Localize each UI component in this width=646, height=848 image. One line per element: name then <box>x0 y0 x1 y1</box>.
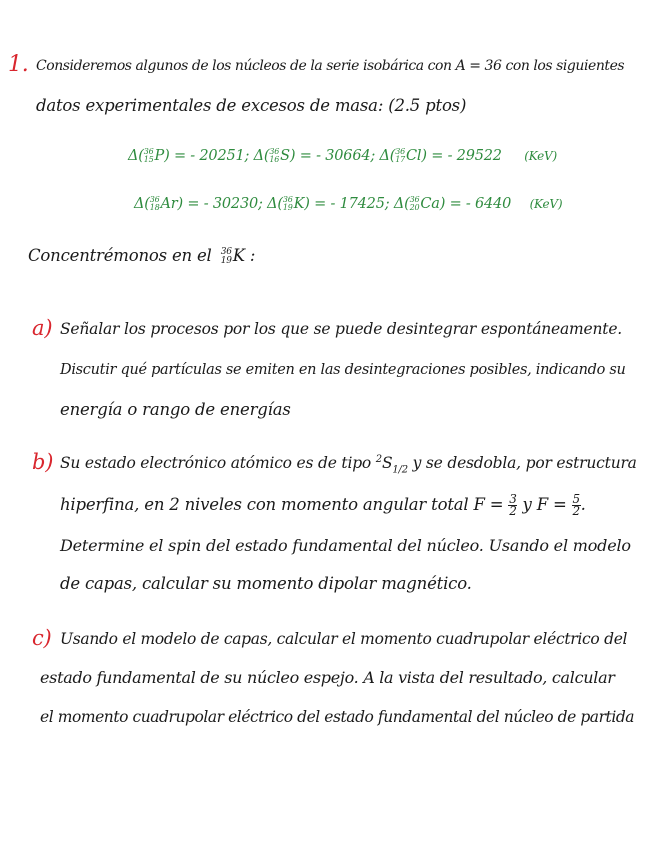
part-a-line-3: energía o rango de energías <box>60 400 291 419</box>
mass-excess-row-2 <box>134 196 562 212</box>
unit-kev-2: (KeV) <box>529 197 563 211</box>
mass-excess-ar: Δ( 36 18 Ar ) = - 30230 ; <box>134 195 263 212</box>
part-a-line-2: Discutir qué partículas se emiten en las desintegraciones posibles, indicando su <box>60 362 626 378</box>
part-b-line-3: Determine el spin del estado fundamental del núcleo. Usando el modelo <box>60 536 631 555</box>
mass-excess-k: Δ( 36 19 K ) = - 17425 ; <box>267 195 390 212</box>
mass-excess-s: Δ( 36 16 S ) = - 30664 ; <box>253 147 376 164</box>
part-b-line-4: de capas, calcular su momento dipolar magnético. <box>60 574 472 593</box>
part-b-letter: b) <box>32 450 54 474</box>
part-c-line-2: estado fundamental de su núcleo espejo. A la vista del resultado, calcular <box>40 668 615 687</box>
part-c-line-1: Usando el modelo de capas, calcular el momento cuadrupolar eléctrico del <box>60 630 628 648</box>
intro-line-1: Consideremos algunos de los núcleos de la serie isobárica con A = 36 con los siguientes <box>36 58 625 74</box>
part-c-letter: c) <box>32 626 52 650</box>
mass-excess-cl: Δ( 36 17 Cl ) = - 29522 <box>379 147 502 164</box>
focus-line: Concentrémonos en el 36 19 K : <box>28 246 256 266</box>
problem-number: 1. <box>8 52 29 77</box>
mass-excess-ca: Δ( 36 20 Ca ) = - 6440 <box>393 195 512 212</box>
fraction-f2: $\frac{5}{2}$ <box>572 492 580 518</box>
part-c-line-3: el momento cuadrupolar eléctrico del estado fundamental del núcleo de partida <box>40 708 635 726</box>
fraction-f1: $\frac{3}{2}$ <box>509 492 517 518</box>
part-a-letter: a) <box>32 316 53 340</box>
part-b-line-2: hiperfina, en 2 niveles con momento angular total F = $\frac{3}{2}$ y F = $\frac{5}{2}$ . <box>60 492 586 518</box>
mass-excess-p: Δ( 36 15 P ) = - 20251 ; <box>128 147 250 164</box>
unit-kev-1: (KeV) <box>524 149 558 163</box>
part-a-line-1: Señalar los procesos por los que se puede desintegrar espontáneamente. <box>60 320 623 338</box>
intro-line-2: datos experimentales de excesos de masa: (2.5 ptos) <box>36 96 467 115</box>
mass-excess-row-1 <box>128 148 557 164</box>
part-b-line-1: Su estado electrónico atómico es de tipo $^2S_{1/2}$ y se desdobla, por estructura <box>60 454 637 476</box>
